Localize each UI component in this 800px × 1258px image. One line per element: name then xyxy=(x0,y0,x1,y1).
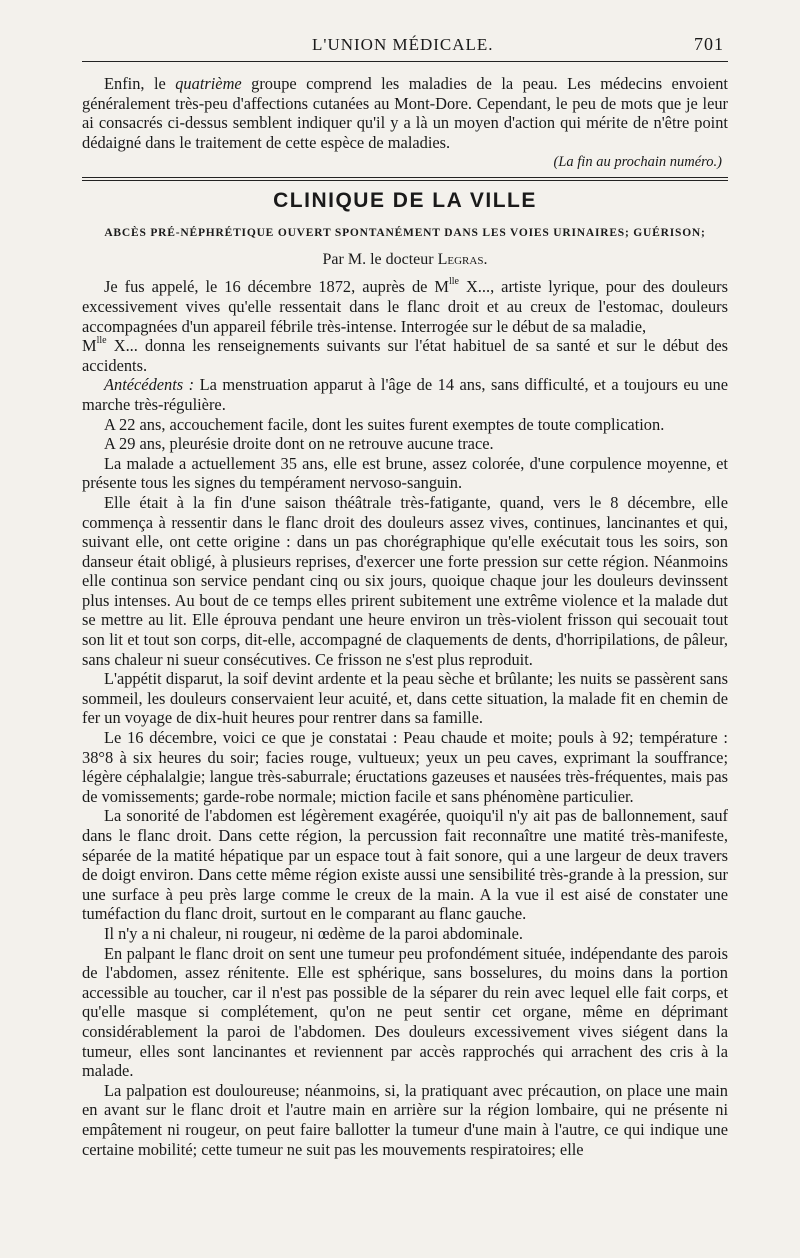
paragraph: La sonorité de l'abdomen est légèrement exagérée, quoiqu'il n'y ait pas de ballonnement, sauf dans le flanc droit. Dans cette région, la percussion fait reconnaître une matité très-manifeste, séparée de la matité hépatique par un espace tout à fait sonore, qui a une largeur de deux travers de doigt environ. Dans cette même région existe aussi une sensibilité très-grande à la pression, sur une surface à peu près large comme le creux de la main. A la vue il est aisé de constater une tuméfaction du flanc droit, surtout en le comparant au flanc gauche. xyxy=(82,806,728,924)
paragraph: Antécédents : La menstruation apparut à l'âge de 14 ans, sans difficulté, et a toujours eu une marche très-régulière. xyxy=(82,375,728,414)
paragraph: La malade a actuellement 35 ans, elle est brune, assez colorée, d'une corpulence moyenne, et présente tous les signes du tempérament nervoso-sanguin. xyxy=(82,453,728,493)
section-title: CLINIQUE DE LA VILLE xyxy=(273,189,537,213)
article-author: Par M. le docteur Legras. xyxy=(322,251,488,269)
paragraph: La palpation est douloureuse; néanmoins, si, la pratiquant avec précaution, on place une main en avant sur le flanc droit et l'autre main en arrière sur la région lombaire, qui ne présente ni empâtement ni rougeur, on peut faire ballotter la tumeur d'une main à l'autre, ce qui indique une certaine mobilité; cette tumeur ne suit pas les mouvements respiratoires; elle xyxy=(82,1080,728,1159)
journal-title: L'UNION MÉDICALE. xyxy=(312,35,494,54)
article-body xyxy=(82,277,728,1159)
continuation-note: (La fin au prochain numéro.) xyxy=(553,154,722,171)
author-name: Legras xyxy=(437,251,484,269)
paragraph: L'appétit disparut, la soif devint ardente et la peau sèche et brûlante; les nuits se passèrent sans sommeil, les douleurs conservaient leur acuité, et, dans cette situation, la malade fit en chemin de fer un voyage de dix-huit heures pour rentrer dans sa famille. xyxy=(82,669,728,728)
page-number: 701 xyxy=(694,34,724,54)
paragraph: En palpant le flanc droit on sent une tumeur peu profondément située, indépendante des parois de l'abdomen, assez rénitente. Elle est sphérique, sans bosselures, du moins dans la portion accessible au toucher, car il n'est pas possible de la séparer du rein avec lequel elle fait corps, et qu'elle masque si complétement, qu'on ne peut sentir cet organe, même en déprimant considérablement la paroi de l'abdomen. Des douleurs excessivement vives siégent dans la tumeur, elles sont lancinantes et reviennent par accès rapprochés qui arrachent des cris à la malade. xyxy=(82,943,728,1081)
paragraph: A 22 ans, accouchement facile, dont les suites furent exemptes de toute complication. xyxy=(104,414,665,434)
paragraph: $M^{lle}$ X... donna les renseignements suivants sur l'état habituel de sa santé et sur le début des accidents. xyxy=(82,335,728,375)
paragraph: Elle était à la fin d'une saison théâtrale très-fatigante, quand, vers le 8 décembre, elle commença à ressentir dans le flanc droit des douleurs assez vives, continues, lancinantes et qui, suivant elle, ont cette origine : dans un pas chorégraphique qu'elle exécutait tous les soirs, son danseur était obligé, à plusieurs reprises, d'exercer une forte pression sur cette région. Néanmoins elle continua son service pendant cinq ou six jours, quoique chaque jour les douleurs devinssent plus intenses. Au bout de ce temps elles prirent subitement une extrême violence et la malade dut se mettre au lit. Elle éprouva pendant une heure environ un très-violent frisson qui secouait tout son lit et tout son corps, dit-elle, accompagné de claquements de dents, d'horripilations, de pâleur, sans chaleur ni sueur consécutives. Ce frisson ne s'est plus reproduit. xyxy=(82,492,728,669)
paragraph: A 29 ans, pleurésie droite dont on ne retrouve aucune trace. xyxy=(104,434,494,454)
intro-block xyxy=(82,74,728,152)
intro-paragraph: Enfin, le quatrième groupe comprend les maladies de la peau. Les médecins envoient généralement très-peu d'affections cutanées au Mont-Dore. Cependant, le peu de mots que je leur ai consacrés ci-dessus semblent indiquer qu'il y a là un moyen d'action qui mérite de n'être point dédaigné dans le traitement de cette espèce de maladies. xyxy=(82,74,728,152)
intro-emphasis: quatrième xyxy=(175,74,242,93)
paragraph: Je fus appelé, le 16 décembre 1872, auprès de $M^{lle}$ X..., artiste lyrique, pour des douleurs excessivement vives qu'elle ressentait dans le flanc droit et au creux de l'estomac, douleurs accompagnées d'un appareil fébrile très-intense. Interrogée sur le début de sa maladie, xyxy=(82,276,728,336)
paragraph: Le 16 décembre, voici ce que je constatai : Peau chaude et moite; pouls à 92; température : 38°8 à six heures du soir; facies rouge, vultueux; yeux un peu caves, exprimant la souffrance; légère céphalalgie; langue très-saburrale; éructations gazeuses et nausées très-fréquentes, mais pas de vomissements; garde-robe normale; miction facile et sans phénomène particulier. xyxy=(82,728,728,806)
section-divider xyxy=(82,177,728,181)
running-head xyxy=(82,28,728,62)
paragraph: Il n'y a ni chaleur, ni rougeur, ni œdème de la paroi abdominale. xyxy=(104,923,524,943)
article-title: ABCÈS PRÉ-NÉPHRÉTIQUE OUVERT SPONTANÉMENT DANS LES VOIES URINAIRES; GUÉRISON; xyxy=(104,227,706,240)
